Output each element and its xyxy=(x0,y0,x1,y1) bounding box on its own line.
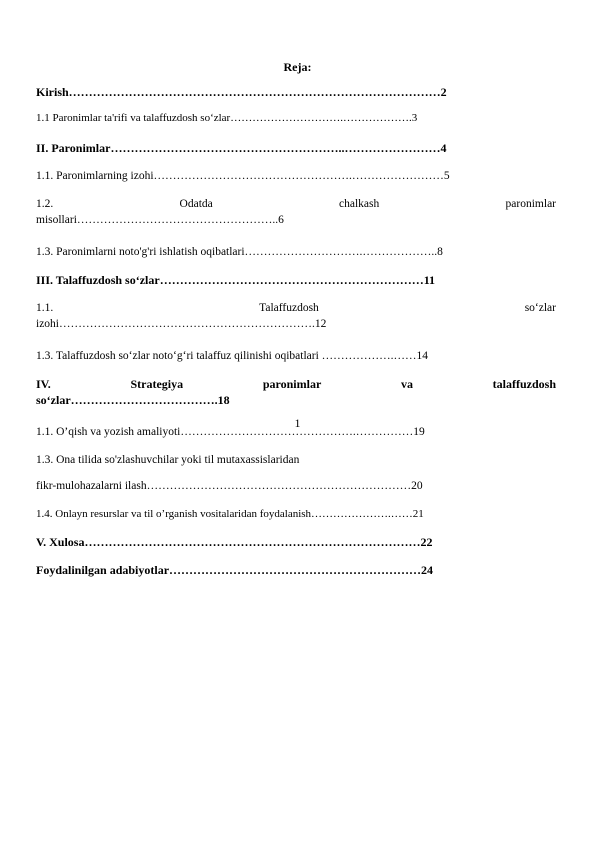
toc-entry-paronimlarning-izohi: 1.1. Paronimlarning izohi…………………………………………….……………………5 xyxy=(36,170,450,182)
toc-word: paronimlar xyxy=(262,377,322,391)
toc-word: 1.1. xyxy=(36,302,54,314)
toc-entry-fikr-mulohazalar: fikr-mulohazalarni ilash……………………………………………………………20 xyxy=(36,480,423,492)
toc-entry-chalkash-paronimlar xyxy=(36,196,556,228)
toc-entry-strategiya xyxy=(36,376,556,408)
toc-entry-line-2: izohi………………………………………………………….12 xyxy=(36,318,327,330)
toc-entry-line-1 xyxy=(36,300,556,316)
toc-word: Strategiya xyxy=(130,377,184,391)
toc-entry-notogri-talaffuz: 1.3. Talaffuzdosh so‘zlar noto‘g‘ri talaffuz qilinishi oqibatlari ……………….……14 xyxy=(36,350,429,362)
toc-entry-ona-tilida: 1.3. Ona tilida so'zlashuvchilar yoki til mutaxassislaridan xyxy=(36,454,300,466)
toc-entry-xulosa: V. Xulosa…………………………………………………………………………22 xyxy=(36,535,433,549)
toc-word: chalkash xyxy=(339,198,380,210)
toc-word: paronimlar xyxy=(505,198,556,210)
toc-entry-line-1 xyxy=(36,196,556,212)
page-number: 1 xyxy=(294,416,301,430)
page-title: Reja: xyxy=(283,60,312,74)
toc-entry-onlayn-resurslar: 1.4. Onlayn resurslar va til o’rganish vositalaridan foydalanish………………….……21 xyxy=(36,508,424,520)
toc-entry-line-2: misollari……………………………………………..6 xyxy=(36,214,284,226)
toc-entry-line-1 xyxy=(36,376,556,392)
toc-word: Odatda xyxy=(179,198,213,210)
toc-word: Talaffuzdosh xyxy=(259,302,319,314)
toc-entry-oqish-yozish: 1.1. O’qish va yozish amaliyoti……………………………………….……………19 xyxy=(36,426,425,438)
toc-entry-talaffuzdosh-izohi xyxy=(36,300,556,332)
toc-entry-notogri-ishlatish: 1.3. Paronimlarni noto'g'ri ishlatish oqibatlari………………………….………………..8 xyxy=(36,246,443,258)
toc-entry-adabiyotlar: Foydalinilgan adabiyotlar………………………………………………………24 xyxy=(36,563,434,577)
toc-entry-1-1-paronimlar-tarifi: 1.1 Paronimlar ta'rifi va talaffuzdosh so‘zlar………………………….……………….3 xyxy=(36,112,418,124)
toc-entry-talaffuzdosh-sozlar: III. Talaffuzdosh so‘zlar…………………………………………………………11 xyxy=(36,273,436,287)
toc-word: so‘zlar xyxy=(524,302,556,314)
toc-word: IV. xyxy=(36,377,51,391)
toc-entry-kirish: Kirish…………………………………………………………………………………2 xyxy=(36,85,447,99)
toc-word: va xyxy=(400,377,413,391)
toc-word: talaffuzdosh xyxy=(492,377,556,391)
toc-entry-paronimlar: II. Paronimlar…………………………………………………..……………………4 xyxy=(36,141,447,155)
toc-word: 1.2. xyxy=(36,198,54,210)
toc-entry-line-2: so‘zlar……………………………….18 xyxy=(36,393,230,407)
